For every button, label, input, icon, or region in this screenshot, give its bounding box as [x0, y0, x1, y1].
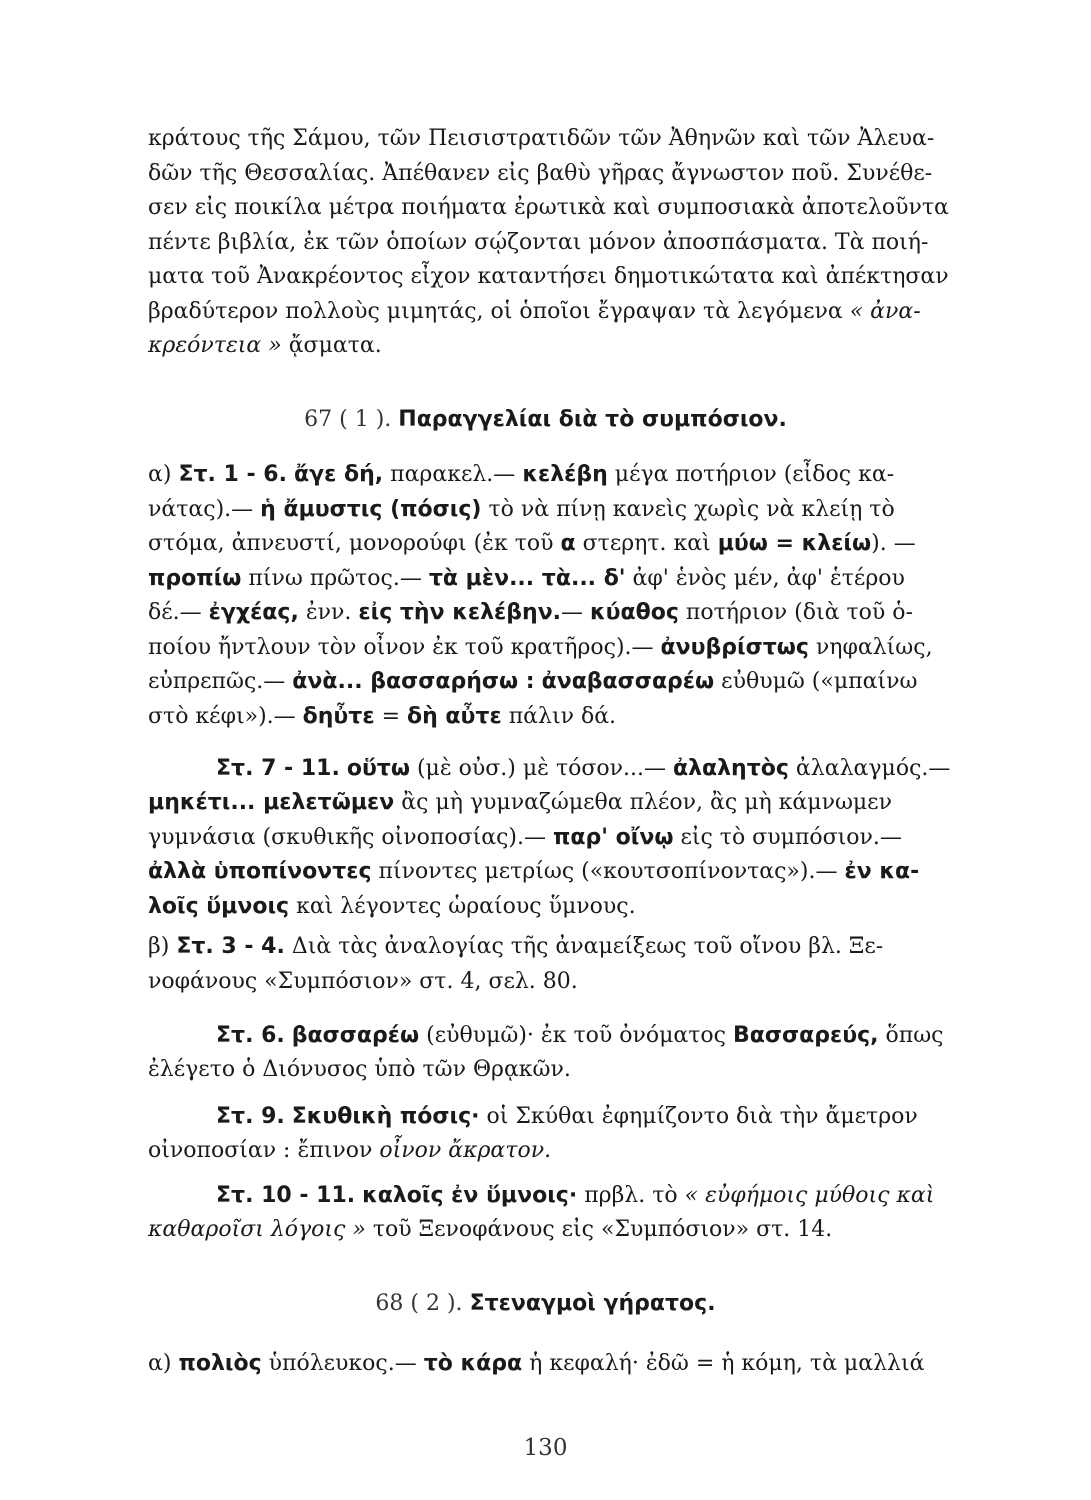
- gloss: (μὲ οὐσ.) μὲ τόσον...—: [416, 756, 666, 781]
- headword: τὰ μὲν... τὰ... δ': [428, 565, 626, 591]
- gloss: οἱ Σκύθαι ἐφημίζοντο διὰ τὴν ἄμετρον: [486, 1104, 918, 1129]
- quoted-term: καθαροῖσι λόγοις »: [148, 1217, 366, 1242]
- headword: μηκέτι... μελετῶμεν: [148, 790, 395, 815]
- section-title: Παραγγελίαι διὰ τὸ συμπόσιον.: [398, 407, 787, 432]
- gloss: νάτας).—: [148, 496, 254, 522]
- gloss: ἀλαλαγμός.—: [795, 756, 951, 781]
- headword: Βασσαρεύς,: [732, 1023, 879, 1048]
- headword: οὕτω: [346, 756, 410, 781]
- gloss: ). —: [871, 531, 916, 556]
- gloss: εὐθυμῶ («μπαίνω: [721, 669, 918, 694]
- headword: κελέβη: [522, 462, 608, 487]
- quoted-term: οἶνον ἄκρατον.: [379, 1138, 552, 1163]
- quoted-term: « εὐφήμοις μύθοις καὶ: [684, 1183, 935, 1208]
- gloss: ποίου ἤντλουν τὸν οἶνον ἐκ τοῦ κρατῆρος).—: [148, 634, 654, 660]
- quoted-term: « ἀνα-: [849, 298, 921, 324]
- note-b4-continuation: [148, 1213, 983, 1248]
- headword: ἐγχέας,: [208, 600, 299, 625]
- gloss: =: [381, 703, 400, 729]
- gloss: νοφάνους «Συμπόσιον» στ. 4, σελ. 80.: [148, 968, 578, 994]
- gloss: πάλιν δά.: [508, 703, 617, 729]
- gloss: ἐνν.: [305, 600, 352, 625]
- note-b2-paragraph: [148, 1019, 983, 1054]
- headword: εἰς τὴν κελέβην.: [358, 600, 562, 625]
- gloss: τὸ νὰ πίνῃ κανεὶς χωρὶς νὰ κλείῃ τὸ: [488, 496, 895, 522]
- gloss: ὅπως: [885, 1023, 944, 1048]
- headword: παρ' οἴνῳ: [552, 824, 674, 850]
- verse-reference: Στ. 6.: [216, 1023, 285, 1048]
- headword: ἀλαλητὸς: [672, 756, 789, 781]
- intro-paragraph: [148, 122, 983, 364]
- gloss: στὸ κέφι»).—: [148, 703, 296, 729]
- gloss: ἂς μὴ γυμναζώμεθα πλέον, ἂς μὴ κάμνωμεν: [401, 790, 892, 815]
- section-number: 68 ( 2 ).: [375, 1291, 463, 1316]
- text-line: βραδύτερον πολλοὺς μιμητάς, οἱ ὁποῖοι ἔγραψαν τὰ λεγόμενα: [148, 298, 843, 324]
- section-67-heading: [0, 403, 1091, 437]
- gloss: (εὐθυμῶ)· ἐκ τοῦ ὀνόματος: [426, 1023, 726, 1048]
- gloss: γυμνάσια (σκυθικῆς οἰνοποσίας).—: [148, 824, 546, 850]
- headword: κύαθος: [590, 600, 679, 625]
- headword: προπίω: [148, 565, 242, 591]
- gloss: πίνοντες μετρίως («κουτσοπίνοντας»).—: [378, 859, 838, 884]
- gloss: στερητ. καὶ: [582, 531, 711, 556]
- section-68-heading: [0, 1287, 1091, 1321]
- note-a2-continuation: [148, 786, 983, 924]
- headword: δὴ αὖτε: [407, 703, 502, 729]
- gloss: πίνω πρῶτος.—: [248, 565, 422, 591]
- gloss: δέ.—: [148, 600, 202, 625]
- page-number: 130: [523, 1435, 568, 1461]
- note-label: α): [148, 462, 172, 487]
- text-line: δῶν τῆς Θεσσαλίας. Ἀπέθανεν εἰς βαθὺ γῆρας ἄγνωστον ποῦ. Συνέθε-: [148, 160, 933, 186]
- headword: λοῖς ὕμνοις: [148, 893, 290, 919]
- gloss: καὶ λέγοντες ὡραίους ὕμνους.: [296, 893, 636, 919]
- gloss: εἰς τὸ συμπόσιον.—: [680, 824, 902, 850]
- headword: α: [560, 531, 576, 556]
- gloss: νηφαλίως,: [815, 634, 933, 660]
- verse-reference: Στ. 9.: [216, 1104, 285, 1129]
- note-b3-continuation: [148, 1134, 983, 1169]
- headword: καλοῖς ἐν ὕμνοις·: [362, 1183, 578, 1208]
- headword: ἀνὰ... βασσαρήσω :: [292, 669, 535, 694]
- note-label: β): [148, 934, 170, 959]
- headword: ἀνυβρίστως: [660, 634, 809, 660]
- headword: ἐν κα-: [844, 859, 920, 884]
- verse-reference: Στ. 3 - 4.: [176, 934, 285, 959]
- headword: Σκυθικὴ πόσις·: [291, 1104, 480, 1129]
- note-a2-paragraph: [148, 752, 983, 787]
- gloss: ποτήριον (διὰ τοῦ ὁ-: [685, 600, 913, 625]
- headword: βασσαρέω: [291, 1023, 420, 1048]
- gloss: οἰνοποσίαν : ἔπινον: [148, 1138, 373, 1163]
- verse-reference: Στ. 10 - 11.: [216, 1183, 356, 1208]
- quoted-term: κρεόντεια »: [148, 333, 282, 358]
- note-a-paragraph: [148, 458, 983, 734]
- gloss: μέγα ποτήριον (εἶδος κα-: [614, 462, 895, 487]
- note-b-paragraph: [148, 930, 983, 999]
- note-b4-paragraph: [148, 1179, 983, 1214]
- headword: ἄγε δή,: [293, 462, 384, 487]
- gloss: ἐλέγετο ὁ Διόνυσος ὑπὸ τῶν Θρᾳκῶν.: [148, 1057, 571, 1082]
- text-line: σεν εἰς ποικίλα μέτρα ποιήματα ἐρωτικὰ καὶ συμποσιακὰ ἀποτελοῦντα: [148, 195, 949, 220]
- text-line: ᾄσματα.: [288, 333, 382, 358]
- note-b3-paragraph: [148, 1100, 983, 1135]
- gloss: τοῦ Ξενοφάνους εἰς «Συμπόσιον» στ. 14.: [372, 1217, 833, 1242]
- headword: μύω = κλείω: [717, 531, 872, 556]
- headword: ἀλλὰ ὑποπίνοντες: [148, 859, 372, 884]
- headword: ἀναβασσαρέω: [541, 669, 715, 694]
- verse-reference: Στ. 7 - 11.: [216, 756, 340, 781]
- text-line: κράτους τῆς Σάμου, τῶν Πεισιστρατιδῶν τῶν Ἀθηνῶν καὶ τῶν Ἀλευα-: [148, 126, 935, 151]
- section-number: 67 ( 1 ).: [304, 407, 392, 432]
- headword: δηὖτε: [302, 703, 375, 729]
- gloss: ὑπόλευκος.—: [268, 1351, 417, 1376]
- verse-reference: Στ. 1 - 6.: [178, 462, 287, 487]
- headword: πολιὸς: [178, 1351, 262, 1376]
- note-label: α): [148, 1351, 172, 1376]
- gloss: πρβλ. τὸ: [584, 1183, 678, 1208]
- gloss: ἡ κεφαλή· ἐδῶ = ἡ κόμη, τὰ μαλλιά: [529, 1351, 925, 1376]
- gloss: εὐπρεπῶς.—: [148, 669, 286, 694]
- gloss: Διὰ τὰς ἀναλογίας τῆς ἀναμείξεως τοῦ οἴνου βλ. Ξε-: [291, 934, 884, 959]
- headword: τὸ κάρα: [423, 1351, 523, 1376]
- note-b2-continuation: [148, 1053, 983, 1088]
- headword: ἡ ἄμυστις (πόσις): [260, 496, 482, 522]
- gloss: ἀφ' ἑνὸς μέν, ἀφ' ἑτέρου: [632, 565, 905, 591]
- text-line: ματα τοῦ Ἀνακρέοντος εἶχον καταντήσει δημοτικώτατα καὶ ἀπέκτησαν: [148, 264, 949, 289]
- section-68-note-a: [148, 1347, 983, 1382]
- section-title: Στεναγμοὶ γήρατος.: [469, 1291, 716, 1316]
- gloss: —: [561, 600, 584, 625]
- gloss: στόμα, ἀπνευστί, μονορούφι (ἐκ τοῦ: [148, 531, 554, 556]
- text-line: πέντε βιβλία, ἐκ τῶν ὁποίων σῴζονται μόνον ἀποσπάσματα. Τὰ ποιή-: [148, 229, 929, 255]
- gloss: παρακελ.—: [390, 462, 516, 487]
